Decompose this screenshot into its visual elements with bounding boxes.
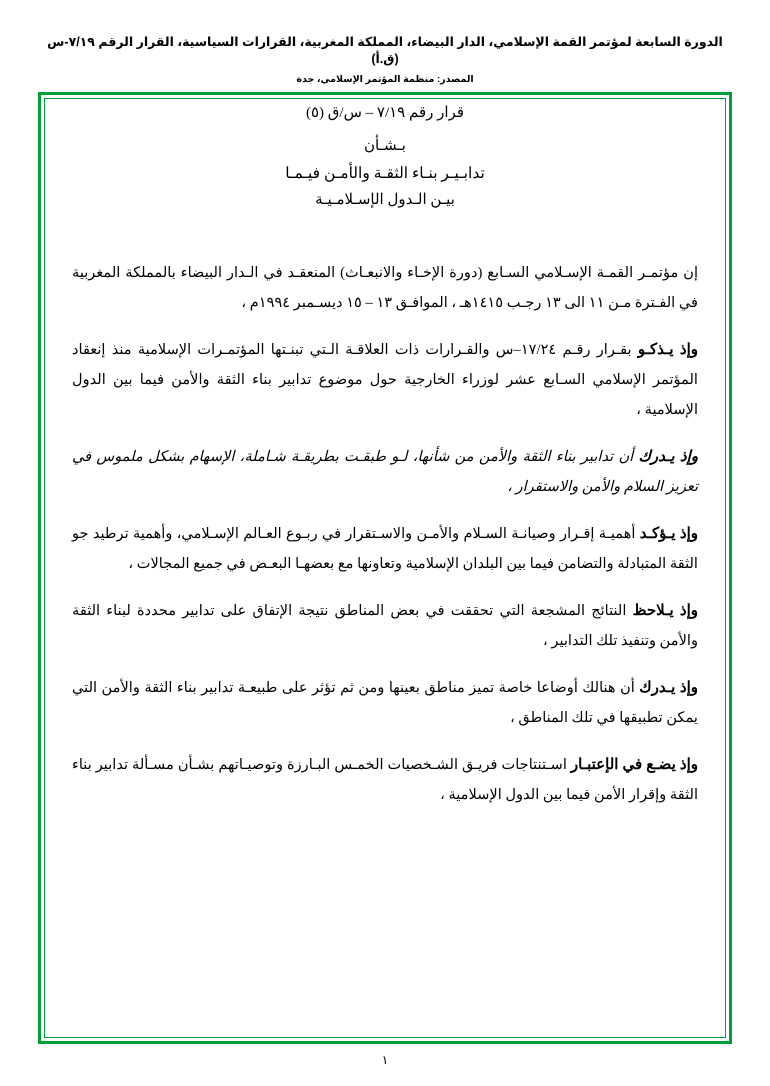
document-header (0, 34, 770, 88)
title-block (72, 100, 698, 214)
paragraph-lead: وإذ يـؤكـد (639, 526, 698, 542)
paragraph-lead: وإذ يـدرك (638, 449, 699, 465)
paragraph-realize (72, 673, 698, 733)
paragraph-text: أن تدابير بناء الثقة والأمن من شأنها، لـو طبقـت بطريقـة شـاملة، الإسهام بشكل ملموس في تعزيز السلام والأمن والاستقرار ، (72, 449, 698, 495)
paragraph-text: إن مؤتمـر القمـة الإسـلامي السـابع (دورة الإخـاء والانبعـاث) المنعقـد في الـدار البيضاء بالمملكة المغربية في الفـترة مـن ١١ الى ١٣ رجـب ١٤١٥هـ ، الموافـق ١٣ – ١٥ ديسـمبر ١٩٩٤م ، (72, 265, 698, 311)
concerning-label: بـشـأن (364, 138, 406, 154)
paragraph-recall (72, 335, 698, 425)
subject-line-2: بيـن الـدول الإسـلامـيـة (315, 192, 455, 208)
paragraph-lead: وإذ يـدرك (639, 680, 698, 696)
paragraph-text: أهميـة إقـرار وصيانـة السـلام والأمـن والاسـتقرار في ربـوع العـالم الإسـلامي، وأهمية ترطيد جو الثقة المتبادلة والتضامن فيما بين البلدان الإسلامية وتعاونها مع بعضهـا البعـض في جميع المجالات ، (72, 526, 698, 572)
resolution-number: قرار رقم ٧/١٩ – س/ق (٥) (305, 105, 465, 121)
paragraph-affirm (72, 519, 698, 579)
paragraph-intro (72, 258, 698, 318)
page-number: ١ (381, 1053, 389, 1067)
paragraph-note (72, 596, 698, 656)
paragraph-consider (72, 750, 698, 810)
paragraph-text: النتائج المشجعة التي تحققت في بعض المناطق نتيجة الإتفاق على تدابير محددة لبناء الثقة والأمن وتنفيذ تلك التدابير ، (72, 603, 698, 649)
header-title: الدورة السابعة لمؤتمر القمة الإسلامي، الدار البيضاء، المملكة المغربية، القرارات السياسية، القرار الرقم ٧/١٩-س (ق.أ) (47, 35, 723, 66)
paragraph-text: اسـتنتاجات فريـق الشـخصيات الخمـس البـارزة وتوصيـاتهم بشـأن مسـألة تدابير بناء الثقة وإقرار الأمن فيما بين الدول الإسلامية ، (72, 757, 698, 803)
paragraph-confident (72, 442, 698, 502)
paragraph-lead: وإذ يـذكـو (637, 342, 698, 358)
paragraph-lead: وإذ يـلاحظ (632, 603, 699, 619)
subject-line-1: تدابـيـر بنـاء الثقـة والأمـن فيـمـا (285, 165, 485, 182)
header-source: المصدر: منظمة المؤتمر الإسلامي، جدة (296, 74, 474, 85)
paragraph-lead: وإذ يضـع في الإعتبـار (570, 757, 699, 773)
document-body (72, 100, 698, 827)
paragraph-text: بقـرار رقـم ١٧/٢٤–س والقـرارات ذات العلاقـة الـتي تبنـتها المؤتمـرات الإسلامية منذ إنعقاد المؤتمر الإسلامي السـابع عشر لوزراء الخارجية حول موضوع تدابير بناء الثقة والأمن فيما بين الدول الإسلامية ، (72, 342, 698, 418)
paragraph-text: أن هنالك أوضاعا خاصة تميز مناطق بعينها ومن ثم تؤثر على طبيعـة تدابير بناء الثقة والأمن التي يمكن تطبيقها في تلك المناطق ، (72, 680, 698, 726)
